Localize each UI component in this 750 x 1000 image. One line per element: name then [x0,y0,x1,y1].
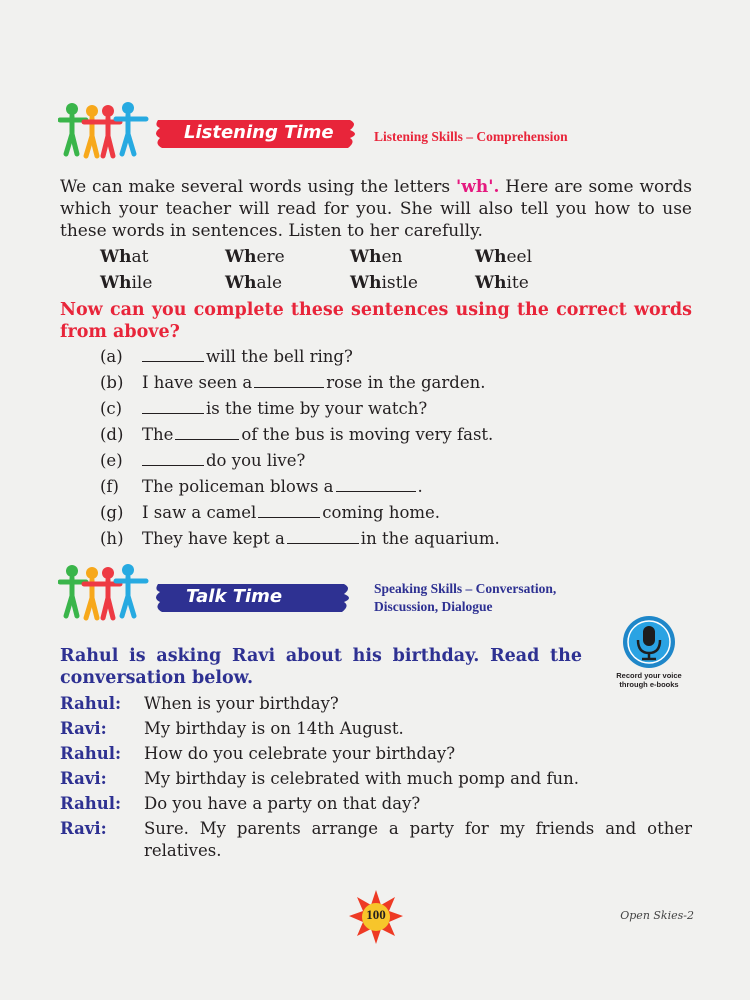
listening-skill-label: Listening Skills – Comprehension [374,129,568,144]
children-icon [58,100,150,160]
answer-blank[interactable] [254,373,324,388]
dialogue-line [60,768,692,790]
listening-header [58,100,698,160]
microphone-icon [621,614,677,670]
word-item: While [100,273,153,293]
dialogue-text: Do you have a party on that day? [144,794,421,813]
talk-skill-line-1: Speaking Skills – Conversation, [374,581,557,596]
exercise-item: (a) will the bell ring? [100,347,353,366]
exercise-item: (e) do you live? [100,451,306,470]
speaker-name: Ravi: [60,769,107,788]
dialogue-line [60,793,692,815]
record-label-1: Record your voice [616,671,682,680]
intro-text-1: We can make several words using the letters [60,177,457,197]
answer-blank[interactable] [258,503,320,518]
exercise-item: (c) is the time by your watch? [100,399,428,418]
dialogue-text: My birthday is celebrated with much pomp and fun. [144,769,580,788]
speaker-name: Rahul: [60,744,122,763]
exercise-item: (b) I have seen a rose in the garden. [100,373,486,392]
answer-blank[interactable] [142,399,204,414]
answer-blank[interactable] [287,529,359,544]
answer-blank[interactable] [142,451,204,466]
book-title: Open Skies-2 [620,909,694,922]
dialogue-text: When is your birthday? [144,694,339,713]
dialogue-text: My birthday is on 14th August. [144,719,404,738]
exercise-item: (f) The policeman blows a . [100,477,423,496]
dialogue-line [60,718,692,740]
dialogue-text: How do you celebrate your birthday? [144,744,456,763]
listening-banner-title: Listening Time [184,122,334,143]
exercise-item: (h) They have kept a in the aquarium. [100,529,500,548]
word-item: When [350,247,403,267]
dialogue-line [60,743,692,765]
talk-banner-title: Talk Time [186,586,283,607]
dialogue-text: Sure. My parents arrange a party for my friends and other relatives. [144,819,692,860]
word-item: What [100,247,149,267]
exercise-item: (g) I saw a camel coming home. [100,503,441,522]
answer-blank[interactable] [175,425,239,440]
word-item: Wheel [475,247,533,267]
word-item: Where [225,247,285,267]
answer-blank[interactable] [142,347,204,362]
speaker-name: Ravi: [60,719,107,738]
speaker-name: Rahul: [60,794,122,813]
word-item: Whale [225,273,283,293]
intro-text-2: Here are some words which your teacher will read for you. She will also tell you how to use these words in sentences. Listen to her carefully. [60,177,693,241]
word-row-2 [100,273,600,297]
answer-blank[interactable] [336,477,416,492]
talk-header [58,562,698,622]
page-number: 100 [366,907,386,922]
listening-question: Now can you complete these sentences using the correct words from above? [60,300,692,342]
listening-intro [60,176,692,242]
wh-highlight: 'wh'. [456,177,500,197]
word-item: White [475,273,529,293]
record-label-2: through e-books [619,680,679,689]
record-voice-button[interactable] [606,612,692,692]
speaker-name: Rahul: [60,694,122,713]
dialogue-line [60,693,692,715]
exercise-item: (d) The of the bus is moving very fast. [100,425,494,444]
children-icon [58,562,150,622]
talk-skill-line-2: Discussion, Dialogue [374,599,493,614]
dialogue-line [60,818,692,862]
word-row-1 [100,247,600,271]
word-item: Whistle [350,273,418,293]
speaker-name: Ravi: [60,819,107,838]
talk-question: Rahul is asking Ravi about his birthday. Read the conversation below. [60,646,582,688]
